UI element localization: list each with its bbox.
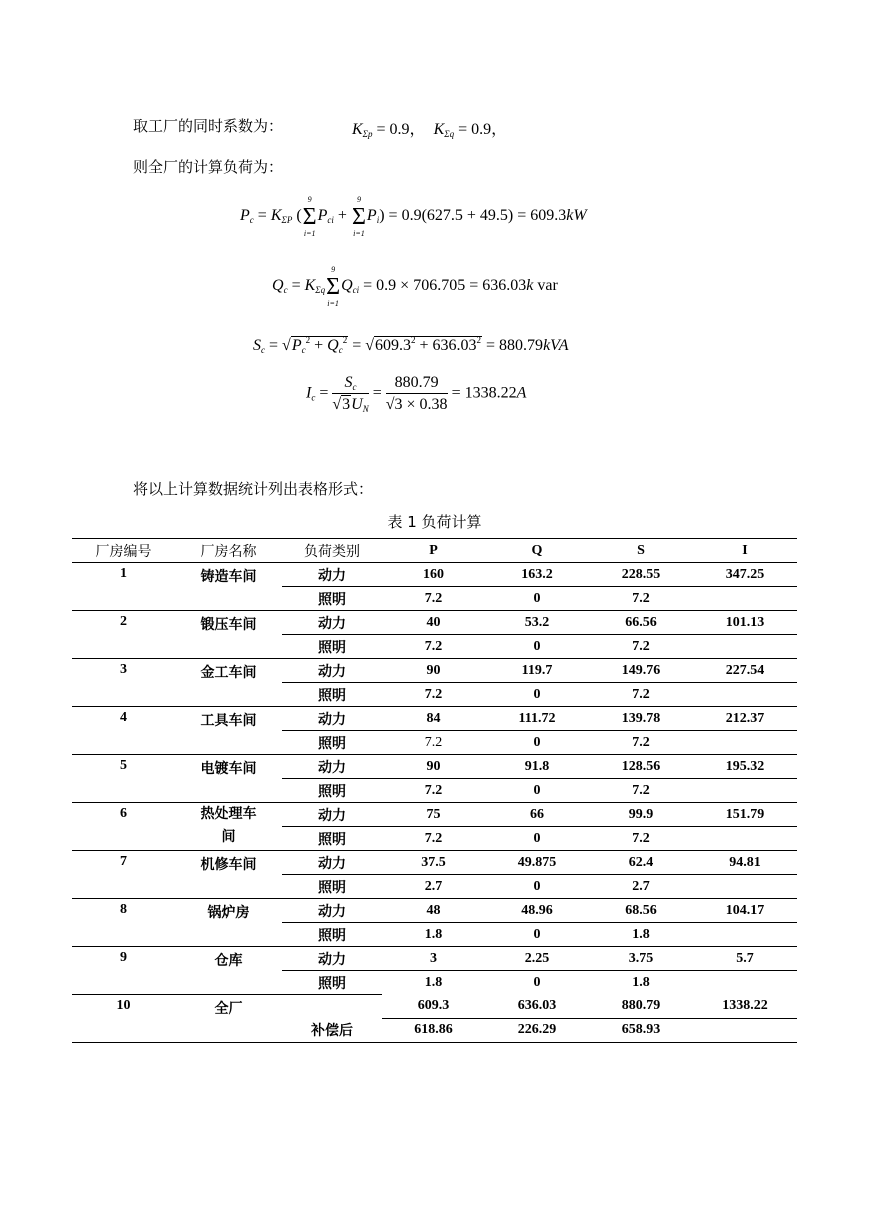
table-row: 4 工具车间 动力 84 111.72 139.78 212.37	[72, 707, 797, 731]
table-row: 照明 7.2 0 7.2	[72, 635, 797, 659]
table-row: 1 铸造车间 动力 160 163.2 228.55 347.25	[72, 563, 797, 587]
pc-formula: $P_c = K_{\Sigma P}$ (Σ 9 i=1 $P_{ci} + \Sigma$ 9 i=1 $P_i) = 0.9(627.5 + 49.5) = 609.3kW$	[240, 195, 587, 238]
table-row: 照明 7.2 0 7.2	[72, 779, 797, 803]
table-row: 6 热处理车 间 动力 75 66 99.9 151.79	[72, 803, 797, 827]
table-intro: 将以上计算数据统计列出表格形式：	[133, 480, 374, 498]
header-q: Q	[485, 539, 589, 563]
table-row: 照明 7.2 0 7.2	[72, 587, 797, 611]
table-row: 3 金工车间 动力 90 119.7 149.76 227.54	[72, 659, 797, 683]
header-name: 厂房名称	[175, 539, 282, 563]
coincidence-factor-formula: $K_{\Sigma p} = 0.9$， $K_{\Sigma q} = 0.9$，	[352, 121, 508, 139]
table-row: 照明 1.8 0 1.8	[72, 971, 797, 995]
intro-line-2: 则全厂的计算负荷为：	[133, 158, 284, 176]
workshop-name-two-line: 热处理车 间	[175, 803, 282, 851]
table-caption: 表 1 负荷计算	[387, 513, 482, 531]
table-row: 2 锻压车间 动力 40 53.2 66.56 101.13	[72, 611, 797, 635]
header-i: I	[693, 539, 797, 563]
intro-line-1	[133, 115, 283, 136]
load-calculation-table	[72, 538, 797, 1043]
table-header-row	[72, 539, 797, 563]
table-row: 8 锅炉房 动力 48 48.96 68.56 104.17	[72, 899, 797, 923]
header-p: P	[382, 539, 485, 563]
header-no: 厂房编号	[72, 539, 175, 563]
qc-formula: $Q_c = K_{\Sigma q}\Sigma$ 9 i=1 $Q_{ci} = 0.9 \times 706.705 = 636.03k$ var	[272, 265, 558, 308]
header-s: S	[589, 539, 693, 563]
sc-formula: $S_c = √P_c^2 + Q_c^2 = √609.3^2 + 636.03^2 = 880.79kVA$	[253, 335, 569, 355]
table-row: 照明 1.8 0 1.8	[72, 923, 797, 947]
coincidence-factor-label: 取工厂的同时系数为：	[133, 117, 284, 135]
table-row: 照明 2.7 0 2.7	[72, 875, 797, 899]
table-row: 5 电镀车间 动力 90 91.8 128.56 195.32	[72, 755, 797, 779]
table-row: 9 仓库 动力 3 2.25 3.75 5.7	[72, 947, 797, 971]
table-row: 照明 7.2 0 7.2	[72, 827, 797, 851]
table-total-row: 10 全厂 609.3 636.03 880.79 1338.22	[72, 995, 797, 1019]
table-compensated-row: 补偿后 618.86 226.29 658.93	[72, 1018, 797, 1042]
table-row: 照明 7.2 0 7.2	[72, 683, 797, 707]
table-row: 7 机修车间 动力 37.5 49.875 62.4 94.81	[72, 851, 797, 875]
table-row: 照明 7.2 0 7.2	[72, 731, 797, 755]
ic-formula: $I_c$ = $\frac{S_c}{√3U_N}$ = $\frac{880.79}{√3 \times 0.38}$ = 1338.22A	[306, 374, 527, 414]
header-type: 负荷类别	[282, 539, 382, 563]
